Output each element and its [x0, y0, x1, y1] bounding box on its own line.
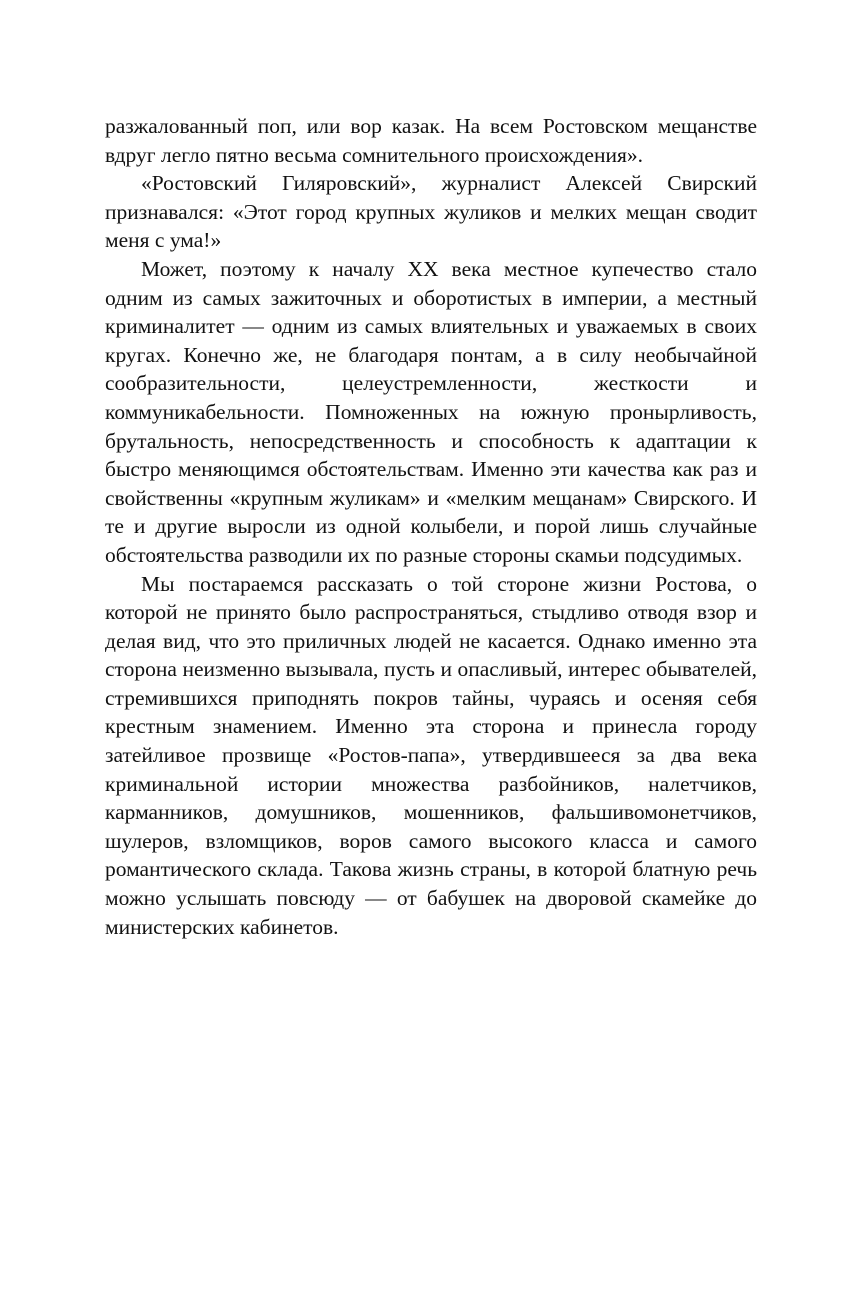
- paragraph-svirsky-quote: «Ростовский Гиляровский», журналист Алексей Свирский признавался: «Этот город крупных жуликов и мелких мещан сводит меня с ума!»: [105, 171, 757, 253]
- body-text: [105, 112, 757, 941]
- paragraph-continuation: разжалованный поп, или вор казак. На всем Ростовском мещанстве вдруг легло пятно весьма сомнительного происхождения».: [105, 114, 757, 167]
- paragraph-merchants-criminals: Может, поэтому к началу XX века местное купечество стало одним из самых зажиточных и оборотистых в империи, а местный криминалитет — одним из самых влиятельных и уважаемых в своих кругах. Конечно же, не благодаря понтам, а в силу необычайной сообразительности, целеустремленности, жесткости и коммуникабельности. Помноженных на южную пронырливость, брутальность, непосредственность и способность к адаптации к быстро меняющимся обстоятельствам. Именно эти качества как раз и свойственны «крупным жуликам» и «мелким мещанам» Свирского. И те и другие выросли из одной колыбели, и порой лишь случайные обстоятельства разводили их по разные стороны скамьи подсудимых.: [105, 256, 757, 567]
- paragraph-rostov-papa: Мы постараемся рассказать о той стороне жизни Ростова, о которой не принято было распространяться, стыдливо отводя взор и делая вид, что это приличных людей не касается. Однако именно эта сторона неизменно вызывала, пусть и опасливый, интерес обывателей, стремившихся приподнять покров тайны, чураясь и осеняя себя крестным знамением. Именно эта сторона и принесла городу затейливое прозвище «Ростов-папа», утвердившееся за два века криминальной истории множества разбойников, налетчиков, карманников, домушников, мошенников, фальшивомонетчиков, шулеров, взломщиков, воров самого высокого класса и самого романтического склада. Такова жизнь страны, в которой блатную речь можно услышать повсюду — от бабушек на дворовой скамейке до министерских кабинетов.: [105, 571, 757, 939]
